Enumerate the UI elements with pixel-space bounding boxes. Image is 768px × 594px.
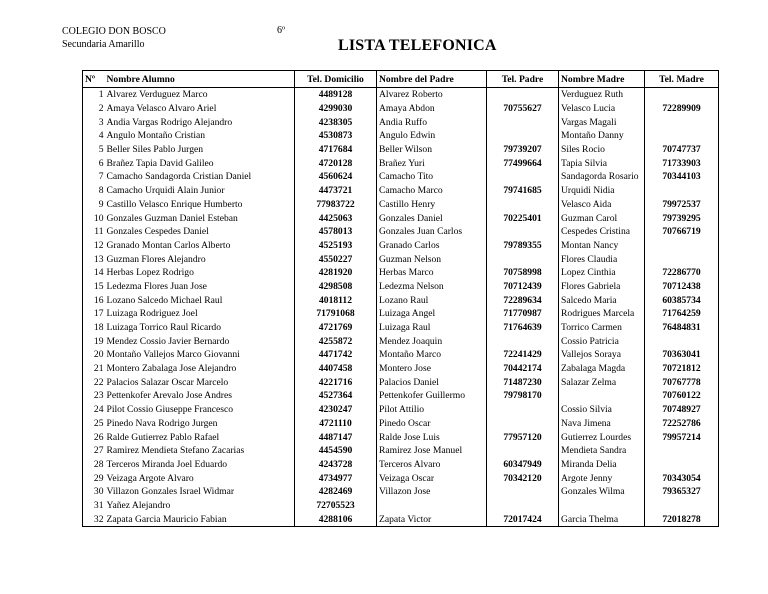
mother-phone: 72252786 (645, 417, 719, 431)
row-number: 19 (83, 334, 105, 348)
table-row (83, 512, 719, 526)
father-phone (487, 485, 559, 499)
home-phone: 4720128 (295, 156, 377, 170)
student-name: Montaño Vallejos Marco Giovanni (105, 348, 295, 362)
mother-phone (645, 252, 719, 266)
row-number: 18 (83, 321, 105, 335)
student-name: Villazon Gonzales Israel Widmar (105, 485, 295, 499)
table-row (83, 252, 719, 266)
table-row (83, 471, 719, 485)
row-number: 21 (83, 362, 105, 376)
mother-name: Sandagorda Rosario (559, 170, 645, 184)
father-name: Gonzales Daniel (377, 211, 487, 225)
student-name: Herbas Lopez Rodrigo (105, 266, 295, 280)
mother-name: Vallejos Soraya (559, 348, 645, 362)
row-number: 7 (83, 170, 105, 184)
table-row (83, 417, 719, 431)
mother-name: Vargas Magali (559, 115, 645, 129)
mother-name: Salazar Zelma (559, 375, 645, 389)
table-row (83, 211, 719, 225)
table-row (83, 115, 719, 129)
student-name: Castillo Velasco Enrique Humberto (105, 198, 295, 212)
father-name: Montero Jose (377, 362, 487, 376)
home-phone: 4288106 (295, 512, 377, 526)
mother-name: Verduguez Ruth (559, 88, 645, 102)
table-row (83, 102, 719, 116)
father-name: Mendez Joaquin (377, 334, 487, 348)
mother-name: Velasco Aida (559, 198, 645, 212)
student-name: Veizaga Argote Alvaro (105, 471, 295, 485)
father-name: Ralde Jose Luis (377, 430, 487, 444)
mother-phone: 60385734 (645, 293, 719, 307)
row-number: 13 (83, 252, 105, 266)
mother-phone: 70712438 (645, 280, 719, 294)
home-phone: 4298508 (295, 280, 377, 294)
col-header-father: Nombre del Padre (377, 71, 487, 88)
father-phone: 71764639 (487, 321, 559, 335)
father-name: Castillo Henry (377, 198, 487, 212)
home-phone: 4018112 (295, 293, 377, 307)
father-name (377, 499, 487, 513)
father-phone (487, 88, 559, 102)
mother-phone: 71764259 (645, 307, 719, 321)
table-row (83, 375, 719, 389)
row-number: 15 (83, 280, 105, 294)
father-name: Brañez Yuri (377, 156, 487, 170)
home-phone: 4282469 (295, 485, 377, 499)
father-phone: 79741685 (487, 184, 559, 198)
student-name: Yañez Alejandro (105, 499, 295, 513)
father-phone: 77957120 (487, 430, 559, 444)
student-name: Andia Vargas Rodrigo Alejandro (105, 115, 295, 129)
row-number: 27 (83, 444, 105, 458)
mother-phone: 70767778 (645, 375, 719, 389)
father-name: Villazon Jose (377, 485, 487, 499)
home-phone: 77983722 (295, 198, 377, 212)
father-name: Pilot Attilio (377, 403, 487, 417)
mother-phone (645, 499, 719, 513)
row-number: 14 (83, 266, 105, 280)
row-number: 11 (83, 225, 105, 239)
col-header-mother: Nombre Madre (559, 71, 645, 88)
school-header (62, 25, 166, 51)
father-name: Palacios Daniel (377, 375, 487, 389)
mother-phone (645, 184, 719, 198)
father-name: Pinedo Oscar (377, 417, 487, 431)
home-phone: 4489128 (295, 88, 377, 102)
table-row (83, 499, 719, 513)
mother-name: Lopez Cinthia (559, 266, 645, 280)
father-phone: 77499664 (487, 156, 559, 170)
row-number: 25 (83, 417, 105, 431)
home-phone: 4525193 (295, 239, 377, 253)
col-header-mother-tel: Tel. Madre (645, 71, 719, 88)
father-phone (487, 252, 559, 266)
father-phone: 72241429 (487, 348, 559, 362)
student-name: Guzman Flores Alejandro (105, 252, 295, 266)
father-name: Camacho Marco (377, 184, 487, 198)
mother-phone: 70363041 (645, 348, 719, 362)
home-phone: 4530873 (295, 129, 377, 143)
home-phone: 4721110 (295, 417, 377, 431)
mother-name (559, 389, 645, 403)
table-row (83, 266, 719, 280)
mother-phone: 70766719 (645, 225, 719, 239)
home-phone: 4281920 (295, 266, 377, 280)
home-phone: 4221716 (295, 375, 377, 389)
row-number: 22 (83, 375, 105, 389)
home-phone: 71791068 (295, 307, 377, 321)
row-number: 2 (83, 102, 105, 116)
mother-name: Gonzales Wilma (559, 485, 645, 499)
table-row (83, 362, 719, 376)
row-number: 32 (83, 512, 105, 526)
row-number: 3 (83, 115, 105, 129)
row-number: 28 (83, 458, 105, 472)
row-number: 5 (83, 143, 105, 157)
father-phone: 70758998 (487, 266, 559, 280)
mother-name: Urquidi Nidia (559, 184, 645, 198)
student-name: Granado Montan Carlos Alberto (105, 239, 295, 253)
col-header-home-tel: Tel. Domicilio (295, 71, 377, 88)
father-phone: 79789355 (487, 239, 559, 253)
mother-name: Flores Claudia (559, 252, 645, 266)
home-phone: 4721769 (295, 321, 377, 335)
row-number: 20 (83, 348, 105, 362)
student-name: Ralde Gutierrez Pablo Rafael (105, 430, 295, 444)
table-row (83, 444, 719, 458)
father-phone (487, 499, 559, 513)
table-row (83, 458, 719, 472)
row-number: 4 (83, 129, 105, 143)
table-row (83, 430, 719, 444)
father-phone (487, 444, 559, 458)
father-name: Luizaga Raul (377, 321, 487, 335)
table-header-row (83, 71, 719, 88)
student-name: Camacho Urquidi Alain Junior (105, 184, 295, 198)
row-number: 30 (83, 485, 105, 499)
col-header-num: Nº (83, 71, 105, 88)
row-number: 24 (83, 403, 105, 417)
mother-phone: 70747737 (645, 143, 719, 157)
father-phone: 60347949 (487, 458, 559, 472)
row-number: 31 (83, 499, 105, 513)
home-phone: 4255872 (295, 334, 377, 348)
table-row (83, 389, 719, 403)
father-phone: 70225401 (487, 211, 559, 225)
home-phone: 4407458 (295, 362, 377, 376)
father-name: Lozano Raul (377, 293, 487, 307)
mother-name: Cossio Silvia (559, 403, 645, 417)
table-row (83, 239, 719, 253)
mother-name: Velasco Lucia (559, 102, 645, 116)
mother-phone: 72289909 (645, 102, 719, 116)
student-name: Amaya Velasco Alvaro Ariel (105, 102, 295, 116)
table-row (83, 129, 719, 143)
mother-phone (645, 444, 719, 458)
student-name: Brañez Tapia David Galileo (105, 156, 295, 170)
student-name: Camacho Sandagorda Cristian Daniel (105, 170, 295, 184)
row-number: 8 (83, 184, 105, 198)
page-title: LISTA TELEFONICA (338, 37, 497, 54)
student-name: Montero Zabalaga Jose Alejandro (105, 362, 295, 376)
student-name: Ramirez Mendieta Stefano Zacarias (105, 444, 295, 458)
mother-name: Torrico Carmen (559, 321, 645, 335)
mother-phone: 70748927 (645, 403, 719, 417)
mother-name: Argote Jenny (559, 471, 645, 485)
row-number: 26 (83, 430, 105, 444)
mother-phone: 70343054 (645, 471, 719, 485)
mother-phone: 79365327 (645, 485, 719, 499)
student-name: Palacios Salazar Oscar Marcelo (105, 375, 295, 389)
father-phone: 70755627 (487, 102, 559, 116)
father-name: Amaya Abdon (377, 102, 487, 116)
father-name: Terceros Alvaro (377, 458, 487, 472)
father-phone: 71770987 (487, 307, 559, 321)
father-phone: 71487230 (487, 375, 559, 389)
row-number: 17 (83, 307, 105, 321)
table-row (83, 88, 719, 102)
father-name: Ramirez Jose Manuel (377, 444, 487, 458)
mother-phone: 70344103 (645, 170, 719, 184)
home-phone: 4527364 (295, 389, 377, 403)
mother-phone (645, 129, 719, 143)
mother-phone (645, 115, 719, 129)
mother-name: Montaño Danny (559, 129, 645, 143)
father-name: Ledezma Nelson (377, 280, 487, 294)
mother-phone: 72286770 (645, 266, 719, 280)
mother-phone: 76484831 (645, 321, 719, 335)
father-name: Luizaga Angel (377, 307, 487, 321)
table-row (83, 485, 719, 499)
father-name: Granado Carlos (377, 239, 487, 253)
home-phone: 4454590 (295, 444, 377, 458)
father-phone: 79739207 (487, 143, 559, 157)
father-name: Pettenkofer Guillermo (377, 389, 487, 403)
mother-name: Tapia Silvia (559, 156, 645, 170)
father-phone: 79798170 (487, 389, 559, 403)
table-row (83, 348, 719, 362)
father-name: Guzman Nelson (377, 252, 487, 266)
father-phone (487, 115, 559, 129)
mother-name: Cespedes Cristina (559, 225, 645, 239)
father-phone: 72289634 (487, 293, 559, 307)
student-name: Zapata Garcia Mauricio Fabian (105, 512, 295, 526)
father-phone (487, 170, 559, 184)
student-name: Pinedo Nava Rodrigo Jurgen (105, 417, 295, 431)
student-name: Gonzales Guzman Daniel Esteban (105, 211, 295, 225)
mother-name: Zabalaga Magda (559, 362, 645, 376)
row-number: 6 (83, 156, 105, 170)
father-name: Alvarez Roberto (377, 88, 487, 102)
mother-phone: 70721812 (645, 362, 719, 376)
father-name: Beller Wilson (377, 143, 487, 157)
table-row (83, 198, 719, 212)
student-name: Luizaga Torrico Raul Ricardo (105, 321, 295, 335)
mother-phone: 79739295 (645, 211, 719, 225)
father-phone (487, 334, 559, 348)
student-name: Pilot Cossio Giuseppe Francesco (105, 403, 295, 417)
father-phone: 72017424 (487, 512, 559, 526)
student-name: Terceros Miranda Joel Eduardo (105, 458, 295, 472)
student-name: Luizaga Rodriguez Joel (105, 307, 295, 321)
father-name: Veizaga Oscar (377, 471, 487, 485)
mother-name: Rodrigues Marcela (559, 307, 645, 321)
father-phone (487, 417, 559, 431)
col-header-father-tel: Tel. Padre (487, 71, 559, 88)
mother-name: Nava Jimena (559, 417, 645, 431)
home-phone: 4560624 (295, 170, 377, 184)
mother-name: Montan Nancy (559, 239, 645, 253)
row-number: 10 (83, 211, 105, 225)
table-row (83, 321, 719, 335)
table-row (83, 280, 719, 294)
home-phone: 4299030 (295, 102, 377, 116)
home-phone: 4243728 (295, 458, 377, 472)
home-phone: 4734977 (295, 471, 377, 485)
father-phone (487, 225, 559, 239)
father-name: Montaño Marco (377, 348, 487, 362)
row-number: 23 (83, 389, 105, 403)
mother-phone: 70760122 (645, 389, 719, 403)
mother-name: Salcedo Maria (559, 293, 645, 307)
row-number: 29 (83, 471, 105, 485)
student-name: Beller Siles Pablo Jurgen (105, 143, 295, 157)
father-name: Camacho Tito (377, 170, 487, 184)
mother-name: Siles Rocio (559, 143, 645, 157)
home-phone: 4578013 (295, 225, 377, 239)
mother-phone (645, 239, 719, 253)
home-phone: 4471742 (295, 348, 377, 362)
father-name: Herbas Marco (377, 266, 487, 280)
phone-list-table (82, 70, 719, 527)
mother-phone (645, 88, 719, 102)
mother-name: Mendieta Sandra (559, 444, 645, 458)
mother-name: Gutierrez Lourdes (559, 430, 645, 444)
mother-name: Flores Gabriela (559, 280, 645, 294)
student-name: Mendez Cossio Javier Bernardo (105, 334, 295, 348)
table-row (83, 184, 719, 198)
mother-phone (645, 458, 719, 472)
father-phone: 70342120 (487, 471, 559, 485)
col-header-student: Nombre Alumno (105, 71, 295, 88)
table-row (83, 170, 719, 184)
father-phone: 70442174 (487, 362, 559, 376)
father-name: Andia Ruffo (377, 115, 487, 129)
table-row (83, 334, 719, 348)
home-phone: 4238305 (295, 115, 377, 129)
home-phone: 4230247 (295, 403, 377, 417)
mother-name: Miranda Delia (559, 458, 645, 472)
father-name: Zapata Victor (377, 512, 487, 526)
mother-phone: 72018278 (645, 512, 719, 526)
student-name: Ledezma Flores Juan Jose (105, 280, 295, 294)
table-row (83, 225, 719, 239)
student-name: Pettenkofer Arevalo Jose Andres (105, 389, 295, 403)
mother-name: Garcia Thelma (559, 512, 645, 526)
mother-phone: 79972537 (645, 198, 719, 212)
father-phone: 70712439 (487, 280, 559, 294)
mother-phone: 71733903 (645, 156, 719, 170)
father-name: Angulo Edwin (377, 129, 487, 143)
row-number: 12 (83, 239, 105, 253)
school-section: Secundaria Amarillo (62, 39, 145, 50)
mother-name: Cossio Patricia (559, 334, 645, 348)
father-name: Gonzales Juan Carlos (377, 225, 487, 239)
student-name: Alvarez Verduguez Marco (105, 88, 295, 102)
home-phone: 4487147 (295, 430, 377, 444)
table-row (83, 293, 719, 307)
home-phone: 72705523 (295, 499, 377, 513)
home-phone: 4717684 (295, 143, 377, 157)
home-phone: 4473721 (295, 184, 377, 198)
row-number: 9 (83, 198, 105, 212)
mother-phone: 79957214 (645, 430, 719, 444)
mother-name (559, 499, 645, 513)
mother-name: Guzman Carol (559, 211, 645, 225)
table-row (83, 156, 719, 170)
father-phone (487, 129, 559, 143)
table-row (83, 143, 719, 157)
mother-phone (645, 334, 719, 348)
home-phone: 4425063 (295, 211, 377, 225)
table-row (83, 307, 719, 321)
grade-label: 6º (277, 25, 286, 36)
row-number: 1 (83, 88, 105, 102)
school-name: COLEGIO DON BOSCO (62, 26, 166, 37)
table-row (83, 403, 719, 417)
row-number: 16 (83, 293, 105, 307)
father-phone (487, 198, 559, 212)
student-name: Angulo Montaño Cristian (105, 129, 295, 143)
home-phone: 4550227 (295, 252, 377, 266)
father-phone (487, 403, 559, 417)
student-name: Gonzales Cespedes Daniel (105, 225, 295, 239)
student-name: Lozano Salcedo Michael Raul (105, 293, 295, 307)
